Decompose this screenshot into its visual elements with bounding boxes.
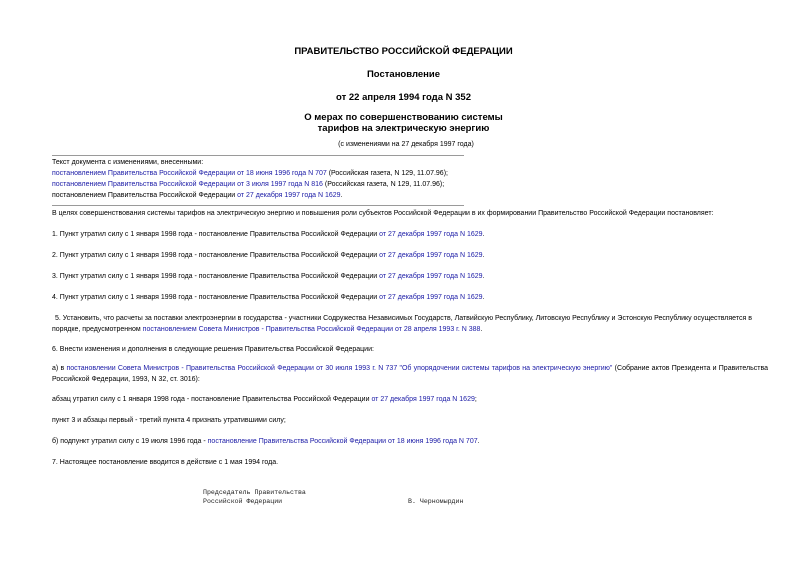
changes-item-1-source: (Российская газета, N 129, 11.07.96); [326, 170, 448, 177]
paragraph-3-link[interactable]: от 27 декабря 1997 года N 1629 [379, 273, 483, 280]
paragraph-1-dot: . [482, 231, 485, 238]
paragraph-6b-dot: . [477, 438, 480, 445]
signature-name: В. Черномырдин [408, 498, 464, 505]
paragraph-2 [52, 252, 484, 259]
paragraph-5-text: 5. Установить, что расчеты за поставки электроэнергии в государства - участники Содружества Независимых Государств, Латвийскую Республику, Литовскую Республику и Эстонскую Республику осуществляется в порядке, предусмотренном [52, 315, 752, 333]
paragraph-2-text: 2. Пункт утратил силу с 1 января 1998 года - постановление Правительства Российской Федерации [52, 252, 380, 259]
paragraph-3 [52, 273, 484, 280]
paragraph-5-link[interactable]: постановлением Совета Министров - Правительства Российской Федерации от 28 апреля 1993 г. N 388 [142, 326, 481, 333]
paragraph-6a-link[interactable]: постановлении Совета Министров - Правительства Российской Федерации от 30 июля 1993 г. N 737 "Об упорядочении системы тарифов на электрическую энергию" [66, 365, 613, 372]
paragraph-4-link[interactable]: от 27 декабря 1997 года N 1629 [379, 294, 483, 301]
document-type: Постановление [366, 69, 441, 80]
changes-item-2-source: (Российская газета, N 129, 11.07.96); [322, 181, 445, 188]
amendment-link-1629[interactable]: от 27 декабря 1997 года N 1629 [237, 192, 341, 199]
paragraph-1 [52, 231, 484, 238]
paragraph-4 [52, 294, 484, 301]
paragraph-5 [52, 313, 768, 335]
changes-intro: Текст документа с изменениями, внесенными: [52, 159, 204, 166]
paragraph-abzac-end: ; [474, 396, 477, 403]
document-subject-line-1: О мерах по совершенствованию системы [304, 112, 503, 123]
paragraph-6a-start: а) в [52, 365, 67, 372]
changes-item-3-text: постановлением Правительства Российской Федерации [52, 192, 238, 199]
changes-item-3 [52, 192, 343, 199]
paragraph-punkt-3: пункт 3 и абзацы первый - третий пункта 4 признать утратившими силу; [52, 417, 286, 424]
paragraph-6b-text: б) подпункт утратил силу с 19 июля 1996 года - [52, 438, 208, 445]
amendments-note: (с изменениями на 27 декабря 1997 года) [338, 141, 474, 148]
paragraph-6a-rest: (Собрание актов Президента и Правительства Российской Федерации, 1993, N 32, ст. 3016): [52, 365, 768, 383]
changes-item-1 [52, 170, 448, 177]
changes-item-3-end: . [340, 192, 343, 199]
paragraph-7: 7. Настоящее постановление вводится в действие с 1 мая 1994 года. [52, 459, 279, 466]
paragraph-1-link[interactable]: от 27 декабря 1997 года N 1629 [379, 231, 483, 238]
paragraph-1-text: 1. Пункт утратил силу с 1 января 1998 года - постановление Правительства Российской Федерации [52, 231, 380, 238]
paragraph-5-dot: . [480, 326, 483, 333]
paragraph-6b [52, 438, 480, 445]
paragraph-6b-link[interactable]: постановление Правительства Российской Федерации от 18 июня 1996 года N 707 [207, 438, 478, 445]
signature-title-line-1: Председатель Правительства [203, 489, 306, 496]
amendment-link-707[interactable]: постановлением Правительства Российской Федерации от 18 июня 1996 года N 707 [52, 170, 327, 177]
amendment-link-816[interactable]: постановлением Правительства Российской Федерации от 3 июля 1997 года N 816 [52, 181, 323, 188]
paragraph-abzac-text: абзац утратил силу с 1 января 1998 года - постановление Правительства Российской Федерации [52, 396, 372, 403]
paragraph-abzac [52, 396, 477, 403]
paragraph-6a [52, 363, 768, 385]
divider-top [52, 155, 464, 156]
preamble: В целях совершенствования системы тарифов на электрическую энергию и повышения роли субъектов Российской Федерации в их формировании Правительство Российской Федерации постановляет: [52, 210, 714, 217]
document-date-number: от 22 апреля 1994 года N 352 [336, 92, 471, 103]
paragraph-3-text: 3. Пункт утратил силу с 1 января 1998 года - постановление Правительства Российской Федерации [52, 273, 380, 280]
paragraph-4-dot: . [482, 294, 485, 301]
divider-bottom [52, 205, 464, 206]
paragraph-2-dot: . [482, 252, 485, 259]
paragraph-4-text: 4. Пункт утратил силу с 1 января 1998 года - постановление Правительства Российской Федерации [52, 294, 380, 301]
signature-title-line-2: Российской Федерации [203, 498, 283, 505]
paragraph-2-link[interactable]: от 27 декабря 1997 года N 1629 [379, 252, 483, 259]
government-title: ПРАВИТЕЛЬСТВО РОССИЙСКОЙ ФЕДЕРАЦИИ [294, 46, 513, 57]
paragraph-abzac-link[interactable]: от 27 декабря 1997 года N 1629 [371, 396, 475, 403]
document-subject-line-2: тарифов на электрическую энергию [317, 123, 490, 134]
changes-item-2 [52, 181, 444, 188]
paragraph-6: 6. Внести изменения и дополнения в следующие решения Правительства Российской Федерации: [52, 346, 374, 353]
paragraph-3-dot: . [482, 273, 485, 280]
